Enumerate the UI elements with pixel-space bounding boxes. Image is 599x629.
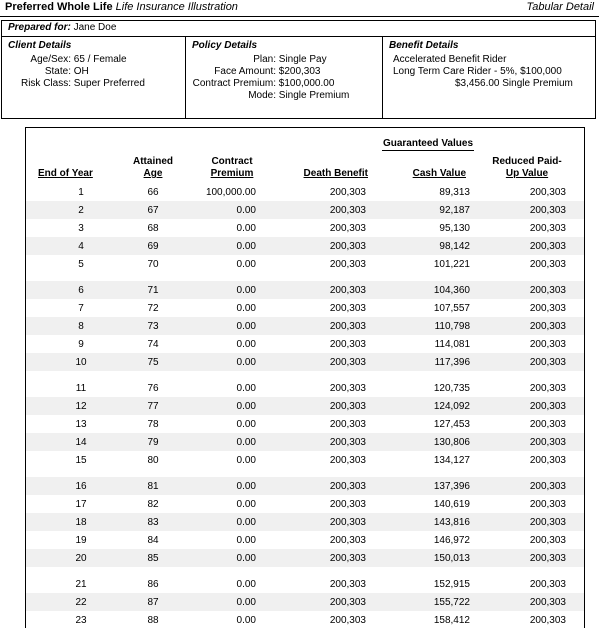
cell-age: 82	[147, 499, 159, 510]
cell-premium: 0.00	[236, 535, 256, 546]
policy-detail-label: Mode:	[248, 90, 276, 101]
cell-year: 17	[75, 499, 87, 510]
table-row	[26, 379, 584, 397]
cell-death-benefit: 200,303	[329, 615, 366, 626]
cell-premium: 0.00	[236, 553, 256, 564]
cell-cash-value: 130,806	[433, 437, 470, 448]
cell-cash-value: 114,081	[434, 339, 470, 350]
table-row	[26, 433, 584, 451]
table-row	[26, 317, 584, 335]
cell-premium: 0.00	[236, 419, 256, 430]
cell-cash-value: 98,142	[439, 241, 470, 252]
cell-reduced-paid-up: 200,303	[529, 481, 566, 492]
client-detail-row	[2, 54, 145, 66]
cell-cash-value: 127,453	[433, 419, 470, 430]
col-header-year: End of Year	[38, 168, 93, 179]
col-header-cash-value: Cash Value	[412, 168, 466, 179]
cell-death-benefit: 200,303	[329, 535, 366, 546]
client-details-title: Client Details	[8, 40, 72, 51]
cell-premium: 0.00	[236, 357, 256, 368]
cell-premium: 0.00	[236, 499, 256, 510]
cell-year: 7	[78, 303, 84, 314]
cell-death-benefit: 200,303	[329, 579, 366, 590]
cell-death-benefit: 200,303	[329, 401, 366, 412]
cell-reduced-paid-up: 200,303	[529, 499, 566, 510]
cell-age: 80	[147, 455, 159, 466]
cell-age: 87	[147, 597, 159, 608]
table-row	[26, 219, 584, 237]
cell-age: 74	[147, 339, 159, 350]
policy-detail-row	[186, 66, 349, 78]
cell-premium: 0.00	[236, 321, 256, 332]
cell-cash-value: 143,816	[433, 517, 470, 528]
cell-cash-value: 101,221	[433, 259, 470, 270]
cell-premium: 0.00	[236, 517, 256, 528]
cell-premium: 0.00	[236, 259, 256, 270]
cell-death-benefit: 200,303	[329, 303, 366, 314]
cell-premium: 0.00	[236, 383, 256, 394]
table-row	[26, 237, 584, 255]
cell-reduced-paid-up: 200,303	[529, 615, 566, 626]
policy-detail-value: Single Pay	[278, 54, 327, 65]
cell-premium: 0.00	[236, 303, 256, 314]
client-detail-value: 65 / Female	[73, 54, 127, 65]
table-row	[26, 477, 584, 495]
policy-detail-value: Single Premium	[278, 90, 350, 101]
cell-cash-value: 120,735	[433, 383, 470, 394]
client-detail-label: Age/Sex:	[30, 54, 71, 65]
cell-cash-value: 124,092	[433, 401, 470, 412]
client-detail-row	[2, 66, 145, 78]
benefit-line: Long Term Care Rider - 5%, $100,000	[393, 66, 562, 77]
table-row	[26, 575, 584, 593]
table-row	[26, 353, 584, 371]
table-row	[26, 397, 584, 415]
cell-cash-value: 146,972	[433, 535, 470, 546]
policy-detail-label: Face Amount:	[214, 66, 276, 77]
client-detail-label: State:	[44, 66, 71, 77]
benefit-details-title: Benefit Details	[389, 40, 459, 51]
cell-premium: 0.00	[236, 597, 256, 608]
cell-reduced-paid-up: 200,303	[529, 259, 566, 270]
prepared-for-name: Jane Doe	[73, 22, 117, 33]
benefit-details	[383, 37, 595, 118]
cell-year: 11	[75, 383, 87, 394]
cell-year: 12	[75, 401, 87, 412]
cell-death-benefit: 200,303	[329, 517, 366, 528]
cell-cash-value: 158,412	[433, 615, 470, 626]
table-row	[26, 531, 584, 549]
cell-premium: 0.00	[236, 401, 256, 412]
cell-age: 78	[147, 419, 159, 430]
cell-age: 88	[147, 615, 159, 626]
cell-death-benefit: 200,303	[329, 437, 366, 448]
cell-reduced-paid-up: 200,303	[529, 455, 566, 466]
cell-year: 10	[75, 357, 87, 368]
cell-age: 81	[147, 481, 159, 492]
cell-year: 14	[75, 437, 87, 448]
table-row	[26, 299, 584, 317]
cell-premium: 0.00	[236, 223, 256, 234]
cell-year: 19	[75, 535, 87, 546]
col-header-death-benefit: Death Benefit	[303, 168, 368, 179]
col-header-age: Attained Age	[133, 156, 173, 179]
policy-detail-label: Contract Premium:	[192, 78, 276, 89]
cell-age: 75	[147, 357, 159, 368]
col-header-premium: Contract Premium	[210, 156, 254, 179]
cell-year: 6	[78, 285, 84, 296]
report-subtitle: Life Insurance Illustration	[115, 1, 238, 13]
cell-premium: 0.00	[236, 285, 256, 296]
cell-death-benefit: 200,303	[329, 455, 366, 466]
cell-year: 9	[78, 339, 84, 350]
cell-premium: 0.00	[236, 481, 256, 492]
cell-year: 5	[78, 259, 84, 270]
table-row	[26, 201, 584, 219]
client-detail-value: Super Preferred	[73, 78, 145, 89]
cell-reduced-paid-up: 200,303	[529, 401, 566, 412]
cell-reduced-paid-up: 200,303	[529, 303, 566, 314]
cell-premium: 0.00	[236, 241, 256, 252]
cell-reduced-paid-up: 200,303	[529, 517, 566, 528]
cell-reduced-paid-up: 200,303	[529, 187, 566, 198]
guaranteed-values-header: Guaranteed Values	[382, 138, 474, 149]
table-row	[26, 335, 584, 353]
policy-detail-label: Plan:	[253, 54, 276, 65]
details-panel	[1, 36, 596, 119]
cell-premium: 100,000.00	[205, 187, 256, 198]
cell-cash-value: 117,396	[434, 357, 470, 368]
cell-cash-value: 152,915	[433, 579, 470, 590]
cell-reduced-paid-up: 200,303	[529, 383, 566, 394]
cell-death-benefit: 200,303	[329, 481, 366, 492]
prepared-for-label: Prepared for:	[8, 22, 71, 33]
policy-details	[186, 37, 383, 118]
cell-cash-value: 137,396	[433, 481, 470, 492]
cell-premium: 0.00	[236, 579, 256, 590]
cell-reduced-paid-up: 200,303	[529, 419, 566, 430]
cell-cash-value: 150,013	[433, 553, 470, 564]
cell-cash-value: 107,557	[433, 303, 470, 314]
cell-death-benefit: 200,303	[329, 223, 366, 234]
client-detail-value: OH	[73, 66, 89, 77]
cell-year: 2	[78, 205, 84, 216]
table-row	[26, 183, 584, 201]
values-table	[25, 127, 585, 628]
cell-year: 3	[78, 223, 84, 234]
client-details	[2, 37, 186, 118]
cell-reduced-paid-up: 200,303	[529, 321, 566, 332]
cell-death-benefit: 200,303	[329, 205, 366, 216]
cell-age: 66	[147, 187, 159, 198]
cell-year: 20	[75, 553, 87, 564]
cell-cash-value: 155,722	[433, 597, 470, 608]
cell-age: 72	[147, 303, 159, 314]
cell-death-benefit: 200,303	[329, 383, 366, 394]
cell-premium: 0.00	[236, 455, 256, 466]
cell-reduced-paid-up: 200,303	[529, 357, 566, 368]
cell-age: 76	[147, 383, 159, 394]
table-row	[26, 593, 584, 611]
cell-reduced-paid-up: 200,303	[529, 205, 566, 216]
cell-death-benefit: 200,303	[329, 553, 366, 564]
view-label: Tabular Detail	[526, 1, 594, 13]
cell-reduced-paid-up: 200,303	[529, 553, 566, 564]
table-row	[26, 611, 584, 629]
policy-details-list	[186, 54, 349, 102]
cell-cash-value: 89,313	[439, 187, 470, 198]
table-row	[26, 549, 584, 567]
cell-death-benefit: 200,303	[329, 259, 366, 270]
cell-premium: 0.00	[236, 339, 256, 350]
cell-age: 69	[147, 241, 159, 252]
benefit-line: Accelerated Benefit Rider	[393, 54, 507, 65]
cell-age: 67	[147, 205, 159, 216]
cell-death-benefit: 200,303	[329, 339, 366, 350]
cell-year: 1	[78, 187, 84, 198]
cell-year: 15	[75, 455, 87, 466]
cell-age: 68	[147, 223, 159, 234]
cell-death-benefit: 200,303	[329, 357, 366, 368]
cell-age: 73	[147, 321, 159, 332]
cell-age: 85	[147, 553, 159, 564]
cell-age: 79	[147, 437, 159, 448]
col-header-reduced-paid-up: Reduced Paid- Up Value	[492, 156, 562, 179]
cell-reduced-paid-up: 200,303	[529, 535, 566, 546]
cell-reduced-paid-up: 200,303	[529, 339, 566, 350]
cell-cash-value: 140,619	[433, 499, 470, 510]
cell-death-benefit: 200,303	[329, 241, 366, 252]
cell-death-benefit: 200,303	[329, 597, 366, 608]
table-row	[26, 281, 584, 299]
policy-detail-value: $100,000.00	[278, 78, 335, 89]
benefit-line: $3,456.00 Single Premium	[455, 78, 573, 89]
cell-reduced-paid-up: 200,303	[529, 241, 566, 252]
cell-year: 23	[75, 615, 87, 626]
cell-premium: 0.00	[236, 615, 256, 626]
cell-year: 21	[75, 579, 87, 590]
client-details-list	[2, 54, 145, 90]
policy-detail-value: $200,303	[278, 66, 321, 77]
prepared-for-bar	[1, 20, 596, 36]
cell-year: 16	[75, 481, 87, 492]
client-detail-row	[2, 78, 145, 90]
policy-detail-row	[186, 78, 349, 90]
table-row	[26, 415, 584, 433]
cell-age: 77	[147, 401, 159, 412]
policy-detail-row	[186, 90, 349, 102]
cell-age: 83	[147, 517, 159, 528]
table-row	[26, 513, 584, 531]
policy-details-title: Policy Details	[192, 40, 258, 51]
client-detail-label: Risk Class:	[20, 78, 71, 89]
report-header	[0, 0, 599, 17]
cell-death-benefit: 200,303	[329, 187, 366, 198]
cell-cash-value: 110,798	[434, 321, 470, 332]
cell-death-benefit: 200,303	[329, 499, 366, 510]
cell-age: 70	[147, 259, 159, 270]
cell-cash-value: 95,130	[439, 223, 470, 234]
cell-reduced-paid-up: 200,303	[529, 437, 566, 448]
cell-premium: 0.00	[236, 205, 256, 216]
cell-year: 22	[75, 597, 87, 608]
cell-age: 71	[147, 285, 159, 296]
table-row	[26, 255, 584, 273]
policy-detail-row	[186, 54, 349, 66]
cell-age: 84	[147, 535, 159, 546]
cell-death-benefit: 200,303	[329, 321, 366, 332]
cell-year: 4	[78, 241, 84, 252]
cell-reduced-paid-up: 200,303	[529, 597, 566, 608]
cell-cash-value: 104,360	[433, 285, 470, 296]
cell-premium: 0.00	[236, 437, 256, 448]
benefit-details-list	[393, 54, 573, 90]
table-row	[26, 451, 584, 469]
cell-year: 8	[78, 321, 84, 332]
cell-cash-value: 134,127	[433, 455, 470, 466]
cell-cash-value: 92,187	[439, 205, 470, 216]
cell-death-benefit: 200,303	[329, 419, 366, 430]
cell-reduced-paid-up: 200,303	[529, 223, 566, 234]
cell-age: 86	[147, 579, 159, 590]
table-row	[26, 495, 584, 513]
cell-death-benefit: 200,303	[329, 285, 366, 296]
cell-reduced-paid-up: 200,303	[529, 285, 566, 296]
cell-year: 18	[75, 517, 87, 528]
cell-reduced-paid-up: 200,303	[529, 579, 566, 590]
cell-year: 13	[75, 419, 87, 430]
product-title: Preferred Whole Life Life Insurance Illustration	[5, 1, 238, 13]
